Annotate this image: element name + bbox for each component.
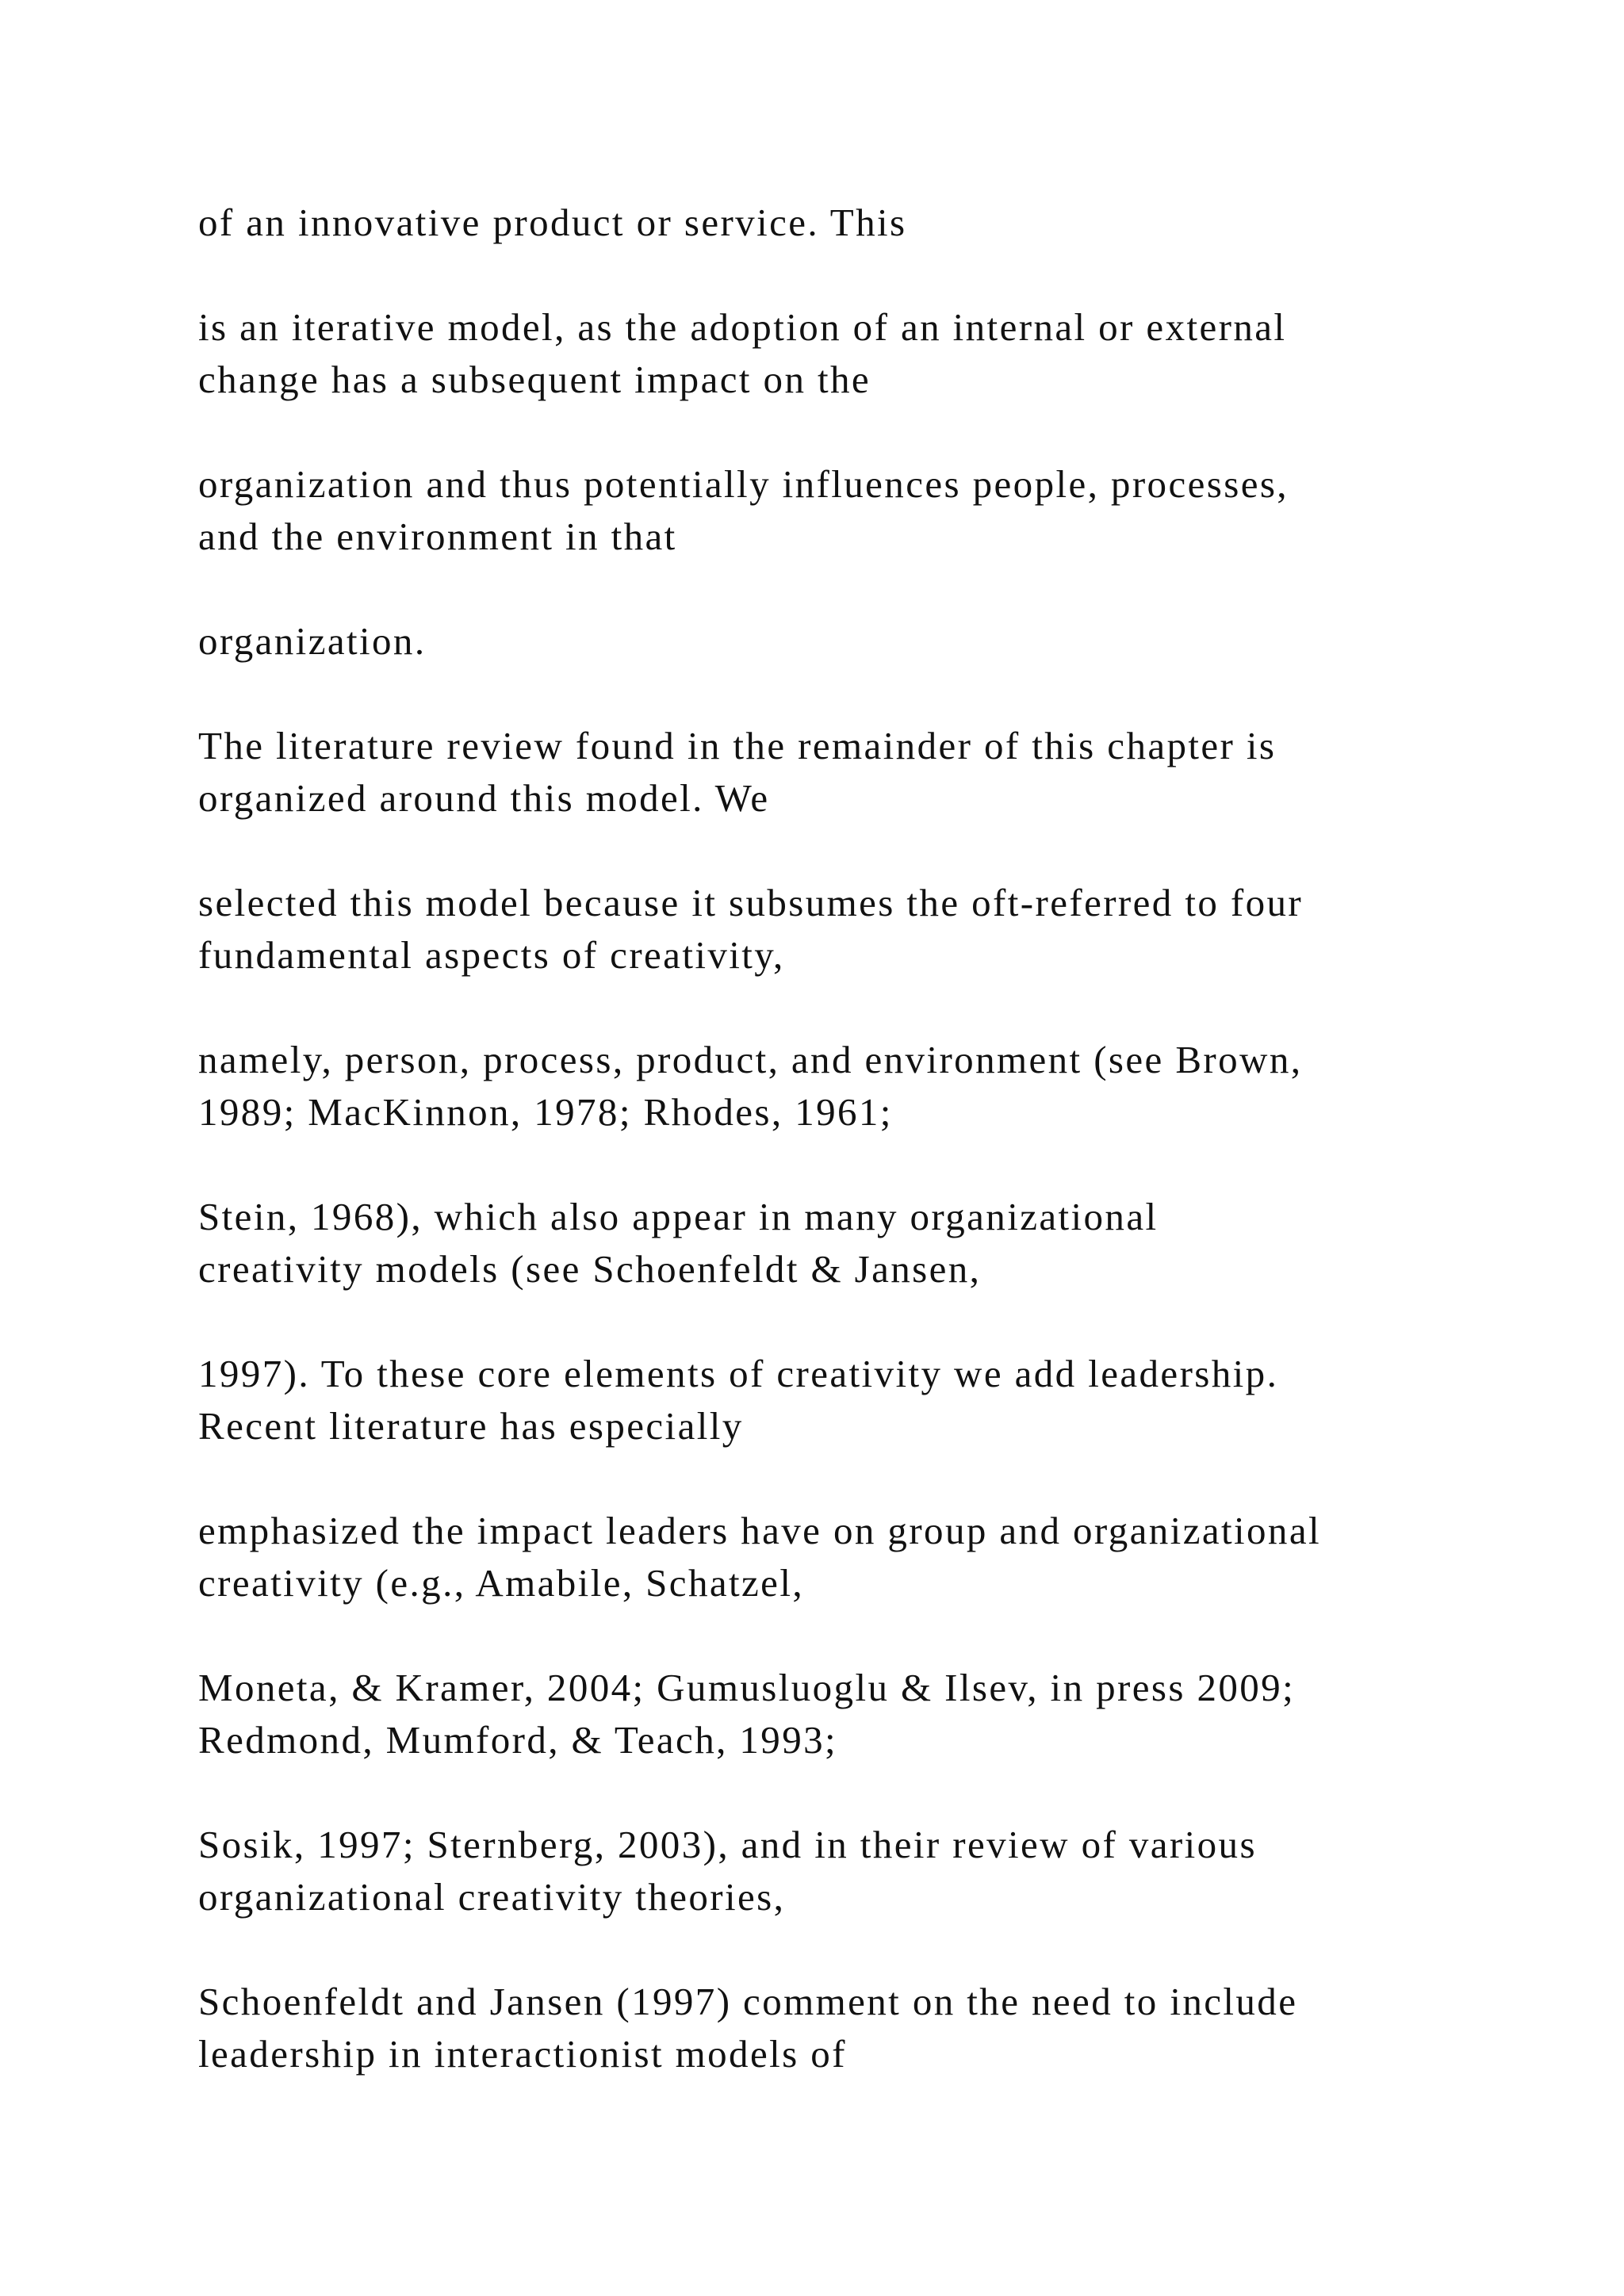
- paragraph-3: [198, 458, 1562, 563]
- text-line: Moneta, & Kramer, 2004; Gumusluoglu & Ilsev, in press 2009;: [198, 1666, 1296, 1709]
- text-line: organization.: [198, 619, 427, 663]
- paragraph-6: [198, 877, 1562, 982]
- text-line: change has a subsequent impact on the: [198, 358, 871, 401]
- paragraph-2: [198, 301, 1562, 406]
- paragraph-11: [198, 1662, 1562, 1766]
- text-line: organizational creativity theories,: [198, 1875, 786, 1919]
- text-line: and the environment in that: [198, 515, 677, 558]
- paragraph-7: [198, 1034, 1562, 1138]
- paragraph-1: [198, 197, 1562, 249]
- text-line: namely, person, process, product, and environment (see Brown,: [198, 1038, 1303, 1081]
- text-line: leadership in interactionist models of: [198, 2032, 847, 2076]
- text-line: emphasized the impact leaders have on group and organizational: [198, 1509, 1321, 1552]
- paragraph-8: [198, 1191, 1562, 1295]
- text-line: fundamental aspects of creativity,: [198, 933, 785, 977]
- paragraph-5: [198, 720, 1562, 825]
- paragraph-12: [198, 1819, 1562, 1923]
- text-line: creativity (e.g., Amabile, Schatzel,: [198, 1561, 804, 1605]
- text-line: Recent literature has especially: [198, 1404, 744, 1448]
- text-line: The literature review found in the remainder of this chapter is: [198, 724, 1277, 767]
- text-line: is an iterative model, as the adoption of an internal or external: [198, 305, 1287, 349]
- text-line: organized around this model. We: [198, 776, 770, 820]
- text-line: Sosik, 1997; Sternberg, 2003), and in their review of various: [198, 1823, 1257, 1866]
- text-line: Schoenfeldt and Jansen (1997) comment on the need to include: [198, 1980, 1298, 2023]
- paragraph-4: [198, 615, 1562, 668]
- text-line: of an innovative product or service. This: [198, 201, 907, 244]
- text-line: 1989; MacKinnon, 1978; Rhodes, 1961;: [198, 1090, 893, 1134]
- text-line: 1997). To these core elements of creativity we add leadership.: [198, 1352, 1279, 1395]
- text-line: Redmond, Mumford, & Teach, 1993;: [198, 1718, 838, 1762]
- paragraph-9: [198, 1348, 1562, 1452]
- paragraph-13: [198, 1976, 1562, 2080]
- text-line: creativity models (see Schoenfeldt & Jansen,: [198, 1247, 982, 1291]
- paragraph-10: [198, 1505, 1562, 1609]
- text-line: selected this model because it subsumes the oft-referred to four: [198, 881, 1304, 924]
- text-line: Stein, 1968), which also appear in many organizational: [198, 1195, 1159, 1238]
- text-line: organization and thus potentially influences people, processes,: [198, 462, 1289, 506]
